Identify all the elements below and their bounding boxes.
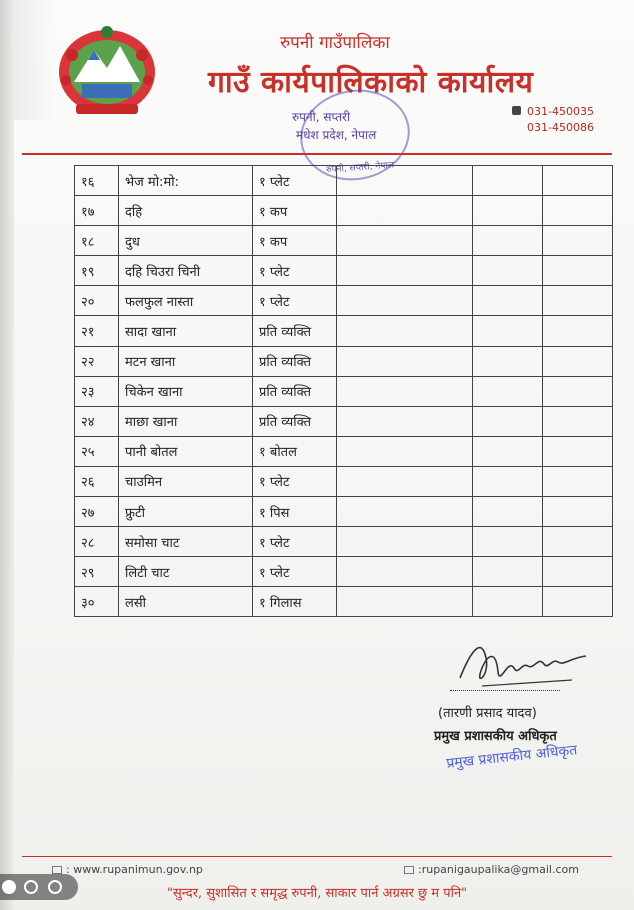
handwritten-signature [452,628,592,698]
serial-number: २१ [75,316,119,346]
office-title: गाउँ कार्यपालिकाको कार्यालय [208,65,534,100]
nepal-emblem-icon [52,20,162,120]
item-unit: १ गिलास [253,587,337,617]
municipality-name: रुपनी गाउँपालिका [280,33,390,53]
rate-cell [337,196,473,226]
footer-motto: "सुन्दर, सुशासित र समृद्ध रुपनी, साकार पार्न अग्रसर छु म पनि" [167,886,468,901]
table-row [75,376,613,406]
item-unit: प्रति व्यक्ति [253,316,337,346]
item-name: चिकेन खाना [119,376,253,406]
item-name: समोसा चाट [119,527,253,557]
empty-cell [473,226,543,256]
office-province: मधेश प्रदेश, नेपाल [296,128,377,142]
item-name: दहि चिउरा चिनी [119,256,253,286]
serial-number: २९ [75,557,119,587]
footer-email [404,863,579,876]
page-fold-shadow [0,0,14,910]
website-text: : www.rupanimun.gov.np [66,863,203,876]
empty-cell [543,497,613,527]
item-name: भेज मो:मो: [119,166,253,196]
empty-cell [473,346,543,376]
footer-website [52,863,203,876]
serial-number: २५ [75,436,119,466]
item-unit: १ प्लेट [253,527,337,557]
page-edge-shadow [14,0,54,120]
footer-divider [22,856,612,857]
items-table [74,165,613,617]
empty-cell [543,196,613,226]
empty-cell [543,316,613,346]
empty-cell [473,196,543,226]
rate-cell [337,226,473,256]
office-location: रुपनी, सप्तरी [292,110,351,124]
item-unit: १ कप [253,226,337,256]
signatory-stamp: प्रमुख प्रशासकीय अधिकृत [445,742,578,772]
empty-cell [543,166,613,196]
item-unit: १ कप [253,196,337,226]
page-indicator [2,878,72,896]
table-row [75,286,613,316]
rate-cell [337,346,473,376]
table-row [75,527,613,557]
item-name: माछा खाना [119,406,253,436]
empty-cell [473,497,543,527]
empty-cell [543,466,613,496]
table-row [75,436,613,466]
phone-icon [512,106,521,115]
rate-cell [337,497,473,527]
item-unit: प्रति व्यक्ति [253,376,337,406]
table-row [75,166,613,196]
header-divider [22,153,612,155]
empty-cell [473,406,543,436]
table-row [75,466,613,496]
empty-cell [473,256,543,286]
serial-number: २३ [75,376,119,406]
table-row [75,497,613,527]
item-name: दहि [119,196,253,226]
empty-cell [473,316,543,346]
table-row [75,587,613,617]
item-unit: १ प्लेट [253,166,337,196]
rate-cell [337,376,473,406]
item-name: सादा खाना [119,316,253,346]
table-row [75,557,613,587]
empty-cell [473,527,543,557]
empty-cell [543,436,613,466]
rate-cell [337,286,473,316]
phone-number-2: 031-450086 [527,121,594,134]
item-unit: प्रति व्यक्ति [253,406,337,436]
rate-cell [337,557,473,587]
email-text: :rupanigaupalika@gmail.com [418,863,579,876]
empty-cell [543,286,613,316]
item-unit: १ प्लेट [253,286,337,316]
serial-number: १७ [75,196,119,226]
rate-cell [337,527,473,557]
empty-cell [473,286,543,316]
rate-cell [337,436,473,466]
phone-block [512,104,594,136]
item-name: दुध [119,226,253,256]
item-unit: १ पिस [253,497,337,527]
serial-number: २० [75,286,119,316]
empty-cell [473,436,543,466]
empty-cell [473,166,543,196]
page-dot[interactable] [24,880,38,894]
serial-number: १९ [75,256,119,286]
serial-number: १८ [75,226,119,256]
item-unit: १ प्लेट [253,466,337,496]
rate-cell [337,256,473,286]
empty-cell [543,346,613,376]
table-row [75,226,613,256]
rate-cell [337,166,473,196]
signature-line [450,690,560,691]
empty-cell [543,226,613,256]
rate-cell [337,316,473,346]
serial-number: १६ [75,166,119,196]
table-row [75,346,613,376]
empty-cell [473,587,543,617]
item-unit: प्रति व्यक्ति [253,346,337,376]
item-name: फ्रुटी [119,497,253,527]
empty-cell [473,466,543,496]
phone-number-1: 031-450035 [527,105,594,118]
empty-cell [543,527,613,557]
rate-cell [337,587,473,617]
item-name: चाउमिन [119,466,253,496]
item-name: फलफुल नास्ता [119,286,253,316]
serial-number: २४ [75,406,119,436]
item-unit: १ बोतल [253,436,337,466]
table-row [75,406,613,436]
serial-number: २७ [75,497,119,527]
item-name: पानी बोतल [119,436,253,466]
serial-number: २२ [75,346,119,376]
stamp-text: रुपनी, सप्तरी, नेपाल [325,160,395,176]
empty-cell [473,557,543,587]
empty-cell [543,557,613,587]
monitor-icon [52,866,62,874]
item-name: लिटी चाट [119,557,253,587]
empty-cell [543,376,613,406]
item-name: लसी [119,587,253,617]
mail-icon [404,866,414,874]
rate-cell [337,466,473,496]
table-row [75,256,613,286]
signatory-title: प्रमुख प्रशासकीय अधिकृत [434,729,557,744]
empty-cell [473,376,543,406]
page-dot[interactable] [48,880,62,894]
page-dot-active[interactable] [2,880,16,894]
item-unit: १ प्लेट [253,256,337,286]
table-row [75,316,613,346]
serial-number: २६ [75,466,119,496]
item-unit: १ प्लेट [253,557,337,587]
empty-cell [543,256,613,286]
serial-number: २८ [75,527,119,557]
serial-number: ३० [75,587,119,617]
table-row [75,196,613,226]
empty-cell [543,587,613,617]
empty-cell [543,406,613,436]
signatory-name: (तारणी प्रसाद यादव) [438,706,537,721]
item-name: मटन खाना [119,346,253,376]
rate-cell [337,406,473,436]
